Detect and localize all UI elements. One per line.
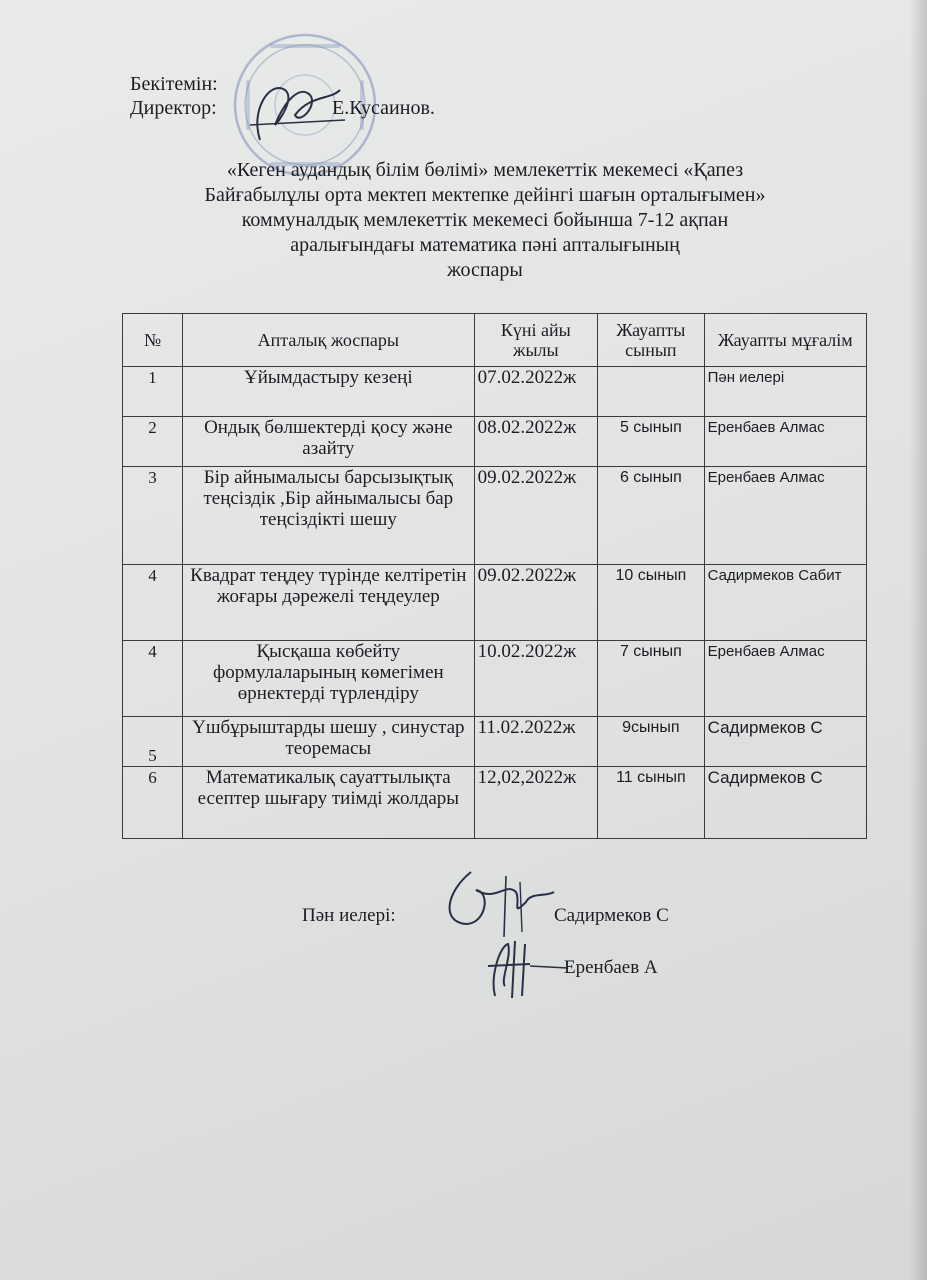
- row-topic: Бір айнымалысы барсызықтық теңсіздік ,Бір айнымалысы бар теңсіздікті шешу: [183, 467, 475, 565]
- teacher-signature-icon: [436, 862, 556, 942]
- title-line-4: аралығындағы математика пәні апталығының: [290, 234, 680, 256]
- row-class: 10 сынып: [598, 565, 705, 641]
- row-date: 12,02,2022ж: [474, 767, 598, 839]
- table-row: [123, 467, 867, 565]
- row-date: 10.02.2022ж: [474, 641, 598, 717]
- row-topic: Үшбұрыштарды шешу , синустар теоремасы: [183, 717, 475, 767]
- row-teacher: Садирмеков С: [704, 717, 866, 767]
- row-teacher: Пән иелері: [704, 367, 866, 417]
- title-line-1: «Кеген аудандық білім бөлімі» мемлекеттік мекемесі «Қапез: [226, 159, 744, 181]
- signer-name-1: Садирмеков С: [554, 905, 669, 926]
- row-topic: Ұйымдастыру кезеңі: [183, 367, 475, 417]
- director-label: Директор:: [130, 97, 217, 119]
- row-topic: Қысқаша көбейту формулаларының көмегімен өрнектерді түрлендіру: [183, 641, 475, 717]
- title-line-5: жоспары: [447, 259, 523, 281]
- row-num: 4: [123, 641, 183, 717]
- title-line-2: Байғабылұлы орта мектеп мектепке дейінгі шағын орталығымен»: [204, 184, 766, 206]
- header-teacher: Жауапты мұғалім: [704, 314, 866, 367]
- row-num: 1: [123, 367, 183, 417]
- signers-label: Пән иелері:: [302, 905, 396, 926]
- row-teacher: Еренбаев Алмас: [704, 417, 866, 467]
- table-row: [123, 767, 867, 839]
- row-num: 5: [123, 717, 183, 767]
- table-row: [123, 565, 867, 641]
- row-class: [598, 367, 705, 417]
- table-header-row: [123, 314, 867, 367]
- header-date: Күні айы жылы: [474, 314, 598, 367]
- header-class: Жауапты сынып: [598, 314, 705, 367]
- row-date: 09.02.2022ж: [474, 565, 598, 641]
- title-line-3: коммуналдық мемлекеттік мекемесі бойынша 7-12 ақпан: [241, 209, 729, 231]
- teacher-signature-icon: [470, 936, 570, 1000]
- approval-block: [130, 72, 435, 120]
- row-class: 6 сынып: [598, 467, 705, 565]
- page-shadow: [909, 0, 927, 1280]
- row-date: 08.02.2022ж: [474, 417, 598, 467]
- row-topic: Ондық бөлшектерді қосу және азайту: [183, 417, 475, 467]
- row-num: 6: [123, 767, 183, 839]
- table-row: [123, 641, 867, 717]
- table-row: [123, 417, 867, 467]
- row-num: 2: [123, 417, 183, 467]
- header-topic: Апталық жоспары: [183, 314, 475, 367]
- row-num: 4: [123, 565, 183, 641]
- plan-table: [122, 313, 867, 839]
- row-date: 11.02.2022ж: [474, 717, 598, 767]
- row-topic: Квадрат теңдеу түрінде келтіретін жоғары дәрежелі теңдеулер: [183, 565, 475, 641]
- director-name: Е.Кусаинов.: [332, 97, 435, 119]
- table-row: [123, 367, 867, 417]
- row-topic: Математикалық сауаттылықта есептер шығару тиімді жолдары: [183, 767, 475, 839]
- row-class: 7 сынып: [598, 641, 705, 717]
- row-class: 11 сынып: [598, 767, 705, 839]
- header-num: №: [123, 314, 183, 367]
- row-date: 09.02.2022ж: [474, 467, 598, 565]
- row-teacher: Еренбаев Алмас: [704, 467, 866, 565]
- document-title: [120, 158, 850, 283]
- row-teacher: Садирмеков Сабит: [704, 565, 866, 641]
- row-teacher: Садирмеков С: [704, 767, 866, 839]
- row-class: 9сынып: [598, 717, 705, 767]
- signer-name-2: Еренбаев А: [564, 957, 658, 978]
- row-date: 07.02.2022ж: [474, 367, 598, 417]
- row-class: 5 сынып: [598, 417, 705, 467]
- approve-label: Бекітемін:: [130, 73, 218, 95]
- row-teacher: Еренбаев Алмас: [704, 641, 866, 717]
- table-row: [123, 717, 867, 767]
- row-num: 3: [123, 467, 183, 565]
